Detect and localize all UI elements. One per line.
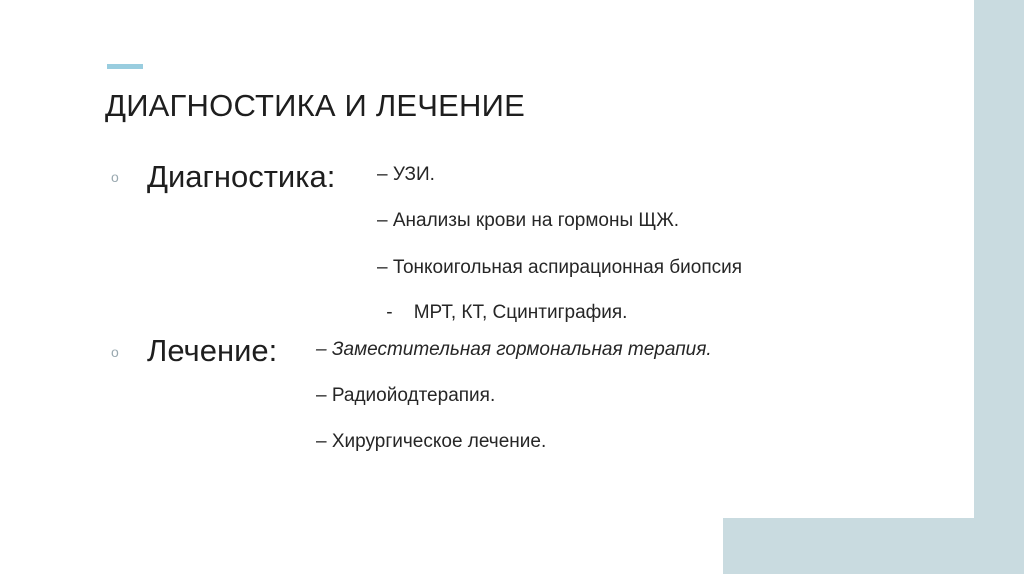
diagnostics-item: – УЗИ. bbox=[377, 164, 435, 185]
diagnostics-heading: Диагностика: bbox=[147, 159, 336, 194]
bullet-icon: o bbox=[111, 169, 119, 185]
title-accent-bar bbox=[107, 64, 143, 69]
treatment-item: – Радиойодтерапия. bbox=[316, 385, 496, 406]
diagnostics-item: – Анализы крови на гормоны ЩЖ. bbox=[377, 210, 680, 231]
diagnostics-item: - МРТ, КТ, Сцинтиграфия. bbox=[381, 302, 628, 323]
treatment-item: – Заместительная гормональная терапия. bbox=[316, 339, 712, 360]
treatment-item: – Хирургическое лечение. bbox=[316, 431, 547, 452]
bullet-icon: o bbox=[111, 344, 119, 360]
treatment-heading: Лечение: bbox=[147, 333, 278, 368]
page-title: ДИАГНОСТИКА И ЛЕЧЕНИЕ bbox=[105, 88, 525, 123]
diagnostics-item: – Тонкоигольная аспирационная биопсия bbox=[377, 257, 743, 278]
